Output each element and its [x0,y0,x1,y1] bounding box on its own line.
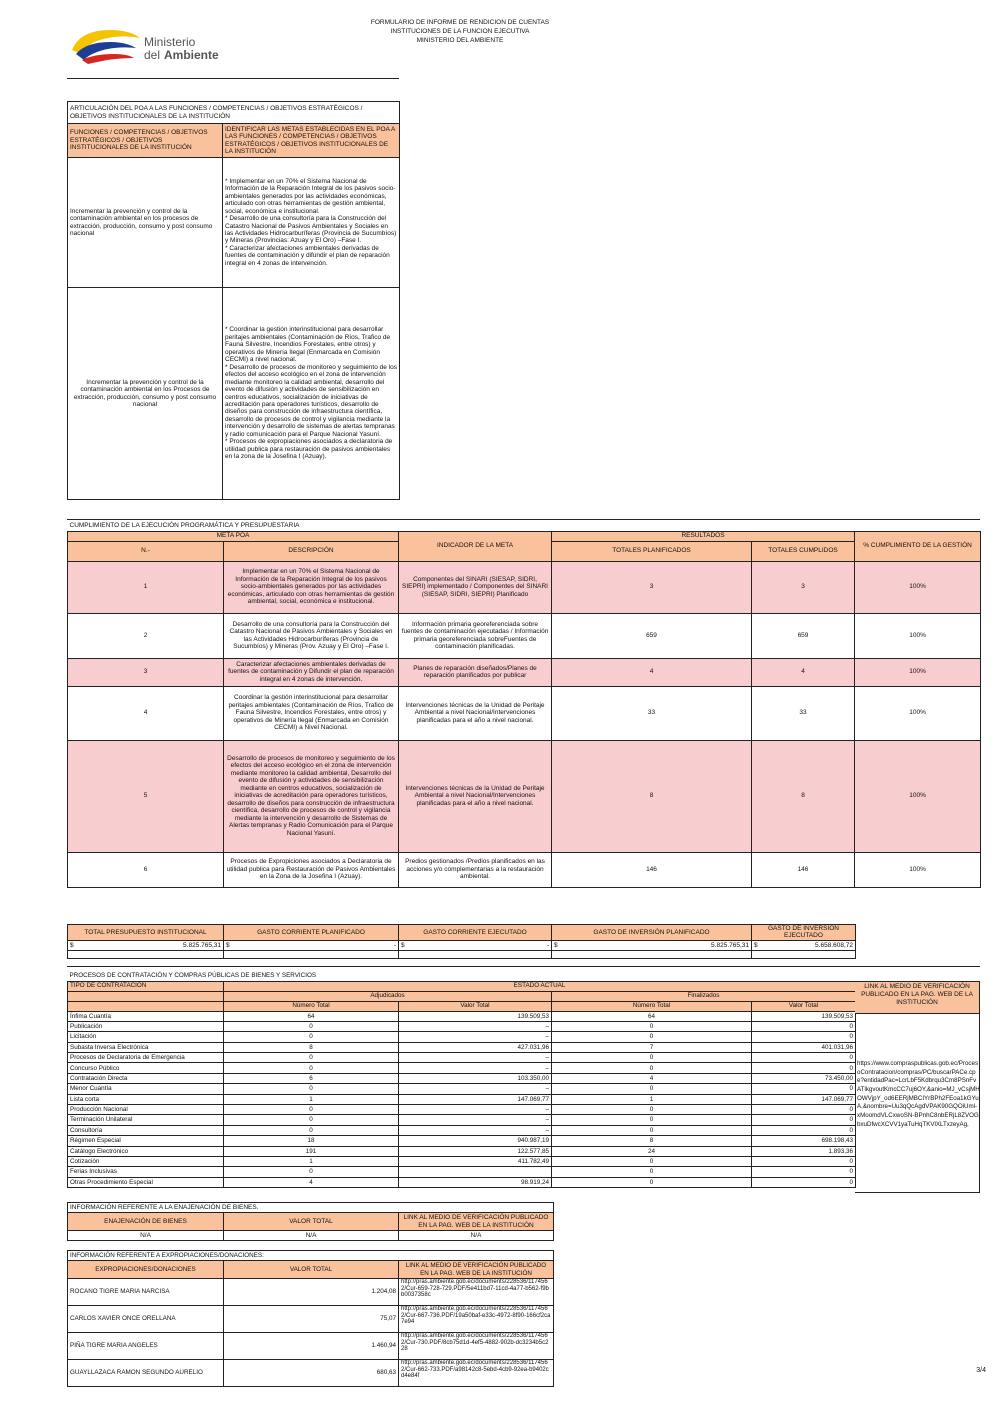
finalizados-value: 698.198,43 [752,1136,856,1146]
adjudicados-number: 191 [224,1146,399,1156]
logo-word-ministerio: Ministerio [144,35,196,49]
contratacion-row [68,1105,856,1115]
cumplimiento-row [68,613,981,658]
budget-value: - [393,941,396,949]
adjudicados-number: 0 [224,1053,399,1063]
articulacion-table [67,101,400,500]
contratacion-row [68,1084,856,1094]
adjudicados-value: 98.919,24 [399,1177,552,1187]
contratacion-type: Producción Nacional [68,1105,224,1115]
contratacion-type: Lista corta [68,1094,224,1104]
contratacion-link-cell [855,1014,980,1193]
expropiacion-name: PIÑA TIGRE MARIA ANGELES [68,1333,224,1360]
articulacion-funcion: Incrementar la prevención y control de la contaminación ambiental en los procesos de extracción, producción, consumo y post consumo nacional [68,158,223,288]
planificados-header: TOTALES PLANIFICADOS [552,541,752,561]
contratacion-row [68,1073,856,1083]
contratacion-type: Cotización [68,1156,224,1166]
expropiacion-value: 1.204,08 [224,1279,399,1306]
adjudicados-header: Adjudicados [224,991,552,1001]
contratacion-row [68,1146,856,1156]
page-number: 3/4 [976,1367,986,1374]
adjudicados-value: 940.987,19 [399,1136,552,1146]
row-completed: 146 [752,852,855,887]
row-number: 6 [68,852,224,887]
finalizados-number: 24 [552,1146,752,1156]
contratacion-row [68,1136,856,1146]
currency-symbol: $ [401,941,405,949]
estado-actual-header: ESTADO ACTUAL [224,981,856,991]
contratacion-type: Subasta Inversa Electrónica [68,1042,224,1052]
header-line-1: FORMULARIO DE INFORME DE RENDICION DE CUENTAS [370,19,550,26]
adjudicados-value: – [399,1084,552,1094]
adjudicados-value: 103.350,00 [399,1073,552,1083]
presupuesto-values-row [68,940,856,950]
row-planned: 3 [552,561,752,613]
row-description: Procesos de Expropiciones asociados a Declaratoria de utilidad publica para Restauración de Pasivos Ambientales en la Zona de la Josefina I (Azuay). [224,852,399,887]
fin-numero-header: Número Total [552,1001,752,1011]
expropiaciones-link-header: LINK AL MEDIO DE VERIFICACIÓN PUBLICADO EN LA PAG. WEB DE LA INSTITUCIÓN [399,1261,554,1279]
section-divider [67,519,980,520]
descripcion-header: DESCRIPCIÓN [224,541,399,561]
cumplimiento-row [68,852,981,887]
finalizados-number: 0 [552,1021,752,1031]
contratacion-row [68,1094,856,1104]
expropiaciones-valor-header: VALOR TOTAL [224,1261,399,1279]
adjudicados-value: – [399,1105,552,1115]
row-indicator: Planes de reparación diseñados/Planes de reparación planificados por publicar [399,658,552,686]
contratacion-row [68,1167,856,1177]
finalizados-number: 0 [552,1177,752,1187]
expropiacion-row [68,1333,554,1360]
row-planned: 8 [552,740,752,852]
finalizados-value: 0 [752,1125,856,1135]
contratacion-link-header: LINK AL MEDIO DE VERIFICACIÓN PUBLICADO EN LA PAG. WEB DE LA INSTITUCIÓN [855,981,980,1014]
adj-numero-header: Número Total [224,1001,399,1011]
budget-value: 5.825.765,31 [183,941,221,949]
articulacion-funcion: Incrementar la prevención y control de la contaminación ambiental en los Procesos de extracción, producción, consumo y post consumo nacional [68,288,223,500]
articulacion-col-metas: IDENTIFICAR LAS METAS ESTABLECIDAS EN EL POA A LAS FUNCIONES / COMPETENCIAS / OBJETIVOS ESTRATÉGICOS / OBJETIVOS INSTITUCIONALES DE LA INSTITUCIÓN [223,124,400,158]
logo-word-ambiente: Ambiente [164,48,219,62]
expropiaciones-name-header: EXPROPIACIONES/DONACIONES [68,1261,224,1279]
adjudicados-number: 8 [224,1042,399,1052]
currency-symbol: $ [70,941,74,949]
contratacion-row [68,1053,856,1063]
row-percent: 100% [855,613,981,658]
expropiacion-name: CARLOS XAVIER ONCE ORELLANA [68,1306,224,1333]
contratacion-type: Concurso Público [68,1063,224,1073]
finalizados-header: Finalizados [552,991,856,1001]
contratacion-type: Otras Procedimiento Especial [68,1177,224,1187]
finalizados-number: 0 [552,1084,752,1094]
logo-word-del: del [144,48,161,62]
row-completed: 33 [752,686,855,740]
cumplimiento-row [68,686,981,740]
contratacion-type: Régimen Especial [68,1136,224,1146]
adjudicados-value: 427.031,96 [399,1042,552,1052]
finalizados-number: 4 [552,1073,752,1083]
row-percent: 100% [855,686,981,740]
enajenacion-valor-value: N/A [224,1231,399,1241]
adjudicados-value: – [399,1032,552,1042]
logo-emblem-icon [70,24,240,64]
finalizados-value: 139.509,53 [752,1011,856,1021]
row-indicator: Intervenciones técnicas de la Unidad de Peritaje Ambiental a nivel Nacional/Intervenciones planificadas para el año a nivel nacional. [399,686,552,740]
contratacion-type: Ínfima Cuantía [68,1011,224,1021]
numero-header: N.- [68,541,224,561]
presupuesto-table [67,924,856,959]
porcentaje-header: % CUMPLIMIENTO DE LA GESTIÓN [855,531,981,561]
contratacion-row [68,1042,856,1052]
resultados-header: RESULTADOS [552,531,855,541]
adjudicados-number: 0 [224,1115,399,1125]
row-completed: 659 [752,613,855,658]
cumplimiento-row [68,740,981,852]
row-number: 4 [68,686,224,740]
finalizados-value: 73.450,00 [752,1073,856,1083]
total-presupuesto-header: TOTAL PRESUPUESTO INSTITUCIONAL [68,925,224,941]
expropiacion-name: GUAYLLAZACA RAMON SEGUNDO AURELIO [68,1360,224,1387]
indicador-header: INDICADOR DE LA META [399,531,552,561]
gasto-inversion-planificado-header: GASTO DE INVERSIÓN PLANIFICADO [552,925,752,941]
row-percent: 100% [855,740,981,852]
contratacion-type: Catálogo Electrónico [68,1146,224,1156]
budget-value: - [546,941,549,949]
cumplimiento-table [67,521,981,888]
finalizados-value: 0 [752,1021,856,1031]
finalizados-value: 0 [752,1167,856,1177]
currency-symbol: $ [226,941,230,949]
gasto-corriente-ejecutado-header: GASTO CORRIENTE EJECUTADO [399,925,552,941]
adjudicados-number: 18 [224,1136,399,1146]
contratacion-row [68,1115,856,1125]
contratacion-row [68,1063,856,1073]
contratacion-row [68,1177,856,1187]
expropiacion-value: 75,07 [224,1306,399,1333]
row-percent: 100% [855,561,981,613]
finalizados-number: 64 [552,1011,752,1021]
finalizados-value: 1.893,36 [752,1146,856,1156]
contratacion-title: PROCESOS DE CONTRATACIÓN Y COMPRAS PÚBLICAS DE BIENES Y SERVICIOS [69,972,317,980]
enajenacion-valor-header: VALOR TOTAL [224,1213,399,1231]
expropiacion-row [68,1360,554,1387]
row-description: Desarrollo de una consultoría para la Construcción del Catastro Nacional de Pasivos Ambientales y Sociales en las Actividades Hidrocarburíferas (Provincia de Sucumbíos) y Mineras (Prov. Azuay y El Oro) –Fase I. [224,613,399,658]
contratacion-type: Procesos de Declaratoria de Emergencia [68,1053,224,1063]
adjudicados-value: – [399,1063,552,1073]
enajenacion-link-header: LINK AL MEDIO DE VERIFICACIÓN PUBLICADO EN LA PAG. WEB DE LA INSTITUCIÓN [399,1213,554,1231]
tipo-contratacion-header: TIPO DE CONTRATACIÓN [68,981,224,991]
contratacion-verification-link[interactable]: https://www.compraspublicas.gob.ec/ProcesoContratacion/compras/PC/buscarPACe.cpe?entidadPac=LcrLbF5Kdbrqu3Cm8PSnFvATlkgvoutKmcCC7uj6OY,&anio=MJ_vCsjMHOWVjpY_od6EERjMBCIYrBPh2FEoa1kGYuA,&nombre=Uu3qQcAgdVPAK90GQOiUml-xMoomdVLCxwoSN-BPnhC8nbERjL8ZVOGbxuDfwcXCVV1yaTuHqTKVlXLTxzeyAg, [857,1060,980,1128]
row-number: 5 [68,740,224,852]
expropiacion-link[interactable]: http://pras.ambiente.gob.ec/documents/228536/1174562/Cur-667-736.PDF/19a50baf-e33c-4972-8f90-166cf2ca7e94 [399,1306,554,1333]
finalizados-value: 0 [752,1115,856,1125]
contratacion-row [68,1032,856,1042]
adjudicados-number: 1 [224,1094,399,1104]
section-divider [67,966,980,967]
header-divider [67,78,399,79]
adjudicados-value [399,1167,552,1177]
row-planned: 33 [552,686,752,740]
articulacion-metas: * Implementar en un 70% el Sistema Nacional de Información de la Reparación Integral de los pasivos socio-ambientales generados por las actividades económicas, articulado con otras herramientas de gestión ambiental, social, económica e institucional. * Desarrollo de una consultoría para la Construcción del Catastro Nacional de Pasivos Ambientales y Sociales en las Actividades Hidrocarburíferas (Provincia de Sucumbíos) y Mineras (Provincias: Azuay y El Oro) –Fase I. * Caracterizar afectaciones ambientales derivadas de fuentes de contaminación y difundir el plan de reparación integral en 4 zonas de intervención. [223,158,400,288]
expropiacion-value: 680,63 [224,1360,399,1387]
adjudicados-value: – [399,1021,552,1031]
contratacion-type: Ferias Inclusivas [68,1167,224,1177]
contratacion-type: Contratación Directa [68,1073,224,1083]
contratacion-type: Licitación [68,1032,224,1042]
row-description: Implementar en un 70% el Sistema Nacional de Información de la Reparación Integral de los pasivos socio-ambientales generados por las actividades económicas, articulado con otras herramientas de gestión ambiental, social, económica e institucional. [224,561,399,613]
row-completed: 8 [752,740,855,852]
finalizados-number: 7 [552,1042,752,1052]
contratacion-row [68,1125,856,1135]
cumplimiento-title: CUMPLIMIENTO DE LA EJECUCIÓN PROGRAMÁTICA Y PRESUPUESTARIA [69,522,300,530]
contratacion-table [67,971,856,1188]
row-indicator: Intervenciones técnicas de la Unidad de Peritaje Ambiental a nivel Nacional/Intervenciones planificadas para el año a nivel nacional. [399,740,552,852]
adjudicados-value: – [399,1053,552,1063]
adjudicados-number: 0 [224,1084,399,1094]
finalizados-value: 0 [752,1084,856,1094]
adj-valor-header: Valor Total [399,1001,552,1011]
contratacion-type: Menor Cuantía [68,1084,224,1094]
row-description: Caracterizar afectaciones ambientales derivadas de fuentes de contaminación y Difundir el plan de reparación integral en 4 zonas de intervención. [224,658,399,686]
expropiacion-link[interactable]: http://pras.ambiente.gob.ec/documents/228536/1174562/Cur-659-728-729.PDF/5e411bd7-11cd-4a77-b562-f9bb0037358c [399,1279,554,1306]
adjudicados-value: – [399,1115,552,1125]
header-line-3: MINISTERIO DEL AMBIENTE [416,37,504,44]
meta-poa-header: META POA [68,531,399,541]
adjudicados-number: 0 [224,1105,399,1115]
finalizados-number: 0 [552,1032,752,1042]
budget-cell [224,940,399,950]
finalizados-value: 0 [752,1177,856,1187]
row-number: 3 [68,658,224,686]
finalizados-number: 0 [552,1063,752,1073]
row-indicator: Información primaria georeferenciada sobre fuentes de contaminación ejecutadas / Información primaria georeferenciada sobreFuentes de contaminación planificadas. [399,613,552,658]
articulacion-col-funciones: FUNCIONES / COMPETENCIAS / OBJETIVOS ESTRATÉGICOS / OBJETIVOS INSTITUCIONALES DE LA INSTITUCIÓN [68,124,223,158]
enajenacion-bienes-header: ENAJENACIÓN DE BIENES [68,1213,224,1231]
expropiacion-link[interactable]: http://pras.ambiente.gob.ec/documents/228536/1174562/Cur-730.PDF/8cb75d1d-4ef5-4882-902b-dc3234b5c228 [399,1333,554,1360]
header-line-2: INSTITUCIONES DE LA FUNCION EJECUTIVA [390,28,530,35]
adjudicados-value: 139.509,53 [399,1011,552,1021]
finalizados-number: 1 [552,1094,752,1104]
articulacion-title: ARTICULACIÓN DEL POA A LAS FUNCIONES / COMPETENCIAS / OBJETIVOS ESTRATÉGICOS / OBJETIVOS INSTITUCIONALES DE LA INSTITUCIÓN [68,102,400,124]
budget-value: 5.658.608,72 [815,941,853,949]
finalizados-value: 147.069,77 [752,1094,856,1104]
finalizados-number: 0 [552,1053,752,1063]
finalizados-value: 0 [752,1032,856,1042]
adjudicados-number: 0 [224,1021,399,1031]
adjudicados-number: 0 [224,1125,399,1135]
adjudicados-value: 147.069,77 [399,1094,552,1104]
adjudicados-value: 122.577,85 [399,1146,552,1156]
finalizados-value: 401.031,96 [752,1042,856,1052]
finalizados-number: 0 [552,1125,752,1135]
adjudicados-number: 0 [224,1032,399,1042]
row-completed: 4 [752,658,855,686]
adjudicados-number: 4 [224,1177,399,1187]
row-planned: 659 [552,613,752,658]
row-indicator: Predios gestionados /Predios planificados en las acciones y/o complementarias a la restauración ambiental. [399,852,552,887]
adjudicados-value: 411.782,49 [399,1156,552,1166]
contratacion-type: Publicación [68,1021,224,1031]
expropiaciones-table [67,1250,554,1387]
contratacion-row [68,1011,856,1021]
expropiacion-value: 1.460,94 [224,1333,399,1360]
expropiacion-row [68,1279,554,1306]
articulacion-metas: * Coordinar la gestión interinstitucional para desarrollar peritajes ambientales (Contaminación de Ríos, Trafico de Fauna Silvestre, Incendios Forestales, entre otros) y operativos de Minería Ilegal (Enmarcada en Comisión CECMI) a nivel nacional. * Desarrollo de procesos de monitoreo y seguimiento de los efectos del acceso ecológico en el zona de intervención mediante monitoreo la calidad ambiental, desarrollo del evento de difusión y actividades de sensibilización en centros educativos, socialización de iniciativas de acreditación para operadores turísticos, desarrollo de diseños para construcción de infraestructura científica, desarrollo de procesos de control y vigilancia mediante la intervención y desarrollo de sistemas de alertas tempranas y radio comunicación para el Parque Nacional Yasuní. * Procesos de expropiaciones asociados a declaratoria de utilidad publica para restauración de pasivos ambientales en la zona de la Josefina I (Azuay). [223,288,400,500]
budget-cell [68,940,224,950]
contratacion-row [68,1021,856,1031]
expropiacion-name: ROCANO TIGRE MARIA NARCISA [68,1279,224,1306]
expropiacion-link[interactable]: http://pras.ambiente.gob.ec/documents/228536/1174562/Cur-662-733.PDF/a98142c8-5ebd-4cb9-92ea-b9402cd4e84f [399,1360,554,1387]
budget-cell [399,940,552,950]
enajenacion-link-value: N/A [399,1231,554,1241]
contratacion-type: Consultoría [68,1125,224,1135]
fin-valor-header: Valor Total [752,1001,856,1011]
adjudicados-number: 6 [224,1073,399,1083]
gasto-corriente-planificado-header: GASTO CORRIENTE PLANIFICADO [224,925,399,941]
finalizados-value: 0 [752,1105,856,1115]
finalizados-number: 0 [552,1105,752,1115]
finalizados-number: 8 [552,1136,752,1146]
contratacion-type: Terminación Unilateral [68,1115,224,1125]
currency-symbol: $ [554,941,558,949]
cumplimiento-row [68,561,981,613]
finalizados-value: 0 [752,1063,856,1073]
row-percent: 100% [855,852,981,887]
finalizados-number: 0 [552,1156,752,1166]
finalizados-value: 0 [752,1156,856,1166]
row-description: Coordinar la gestión interinstitucional para desarrollar peritajes ambientales (Contaminación de Ríos, Trafico de Fauna Silvestre, Incendios Forestales, entre otros) y operativos de Minería Ilegal (Enmarcada en Comisión CECMI) a Nivel Nacional. [224,686,399,740]
expropiacion-row [68,1306,554,1333]
row-percent: 100% [855,658,981,686]
gasto-inversion-ejecutado-header: GASTO DE INVERSIÓN EJECUTADO [752,925,856,941]
adjudicados-number: 0 [224,1167,399,1177]
adjudicados-value: – [399,1125,552,1135]
budget-cell [752,940,856,950]
enajenacion-bienes-value: N/A [68,1231,224,1241]
adjudicados-number: 1 [224,1156,399,1166]
adjudicados-number: 64 [224,1011,399,1021]
enajenacion-title: INFORMACIÓN REFERENTE A LA ENAJENACIÓN DE BIENES. [68,1203,554,1213]
row-description: Desarrollo de procesos de monitoreo y seguimiento de los efectos del acceso ecológico en el zona de intervención mediante monitoreo la calidad ambiental, Desarrollo del evento de difusión y actividades de sensibilización mediante en centros educativos, socialización de iniciativas de acreditación para operadores turísticos, desarrollo de diseños para construcción de infraestructura científica, desarrollo de procesos de control y vigilancia mediante la intervención y desarrollo de Sistemas de Alertas tempranas y Radio Comunicación para el Parque Nacional Yasuní. [224,740,399,852]
row-completed: 3 [752,561,855,613]
budget-value: 5.825.765,31 [711,941,749,949]
finalizados-number: 0 [552,1115,752,1125]
ministerio-logo [70,24,240,64]
expropiaciones-title: INFORMACIÓN REFERENTE A EXPROPIACIONES/DONACIONES: [68,1251,554,1261]
cumplimiento-row [68,658,981,686]
finalizados-number: 0 [552,1167,752,1177]
finalizados-value: 0 [752,1053,856,1063]
row-planned: 4 [552,658,752,686]
row-planned: 146 [552,852,752,887]
row-number: 2 [68,613,224,658]
currency-symbol: $ [754,941,758,949]
enajenacion-table [67,1202,554,1241]
budget-cell [552,940,752,950]
row-number: 1 [68,561,224,613]
cumplidos-header: TOTALES CUMPLIDOS [752,541,855,561]
contratacion-row [68,1156,856,1166]
adjudicados-number: 0 [224,1063,399,1073]
row-indicator: Componentes del SINARI (SIESAP, SIDRI, SIEPRI) implementado / Componentes del SINARI (SIESAP, SIDRI, SIEPRI) Planificado [399,561,552,613]
